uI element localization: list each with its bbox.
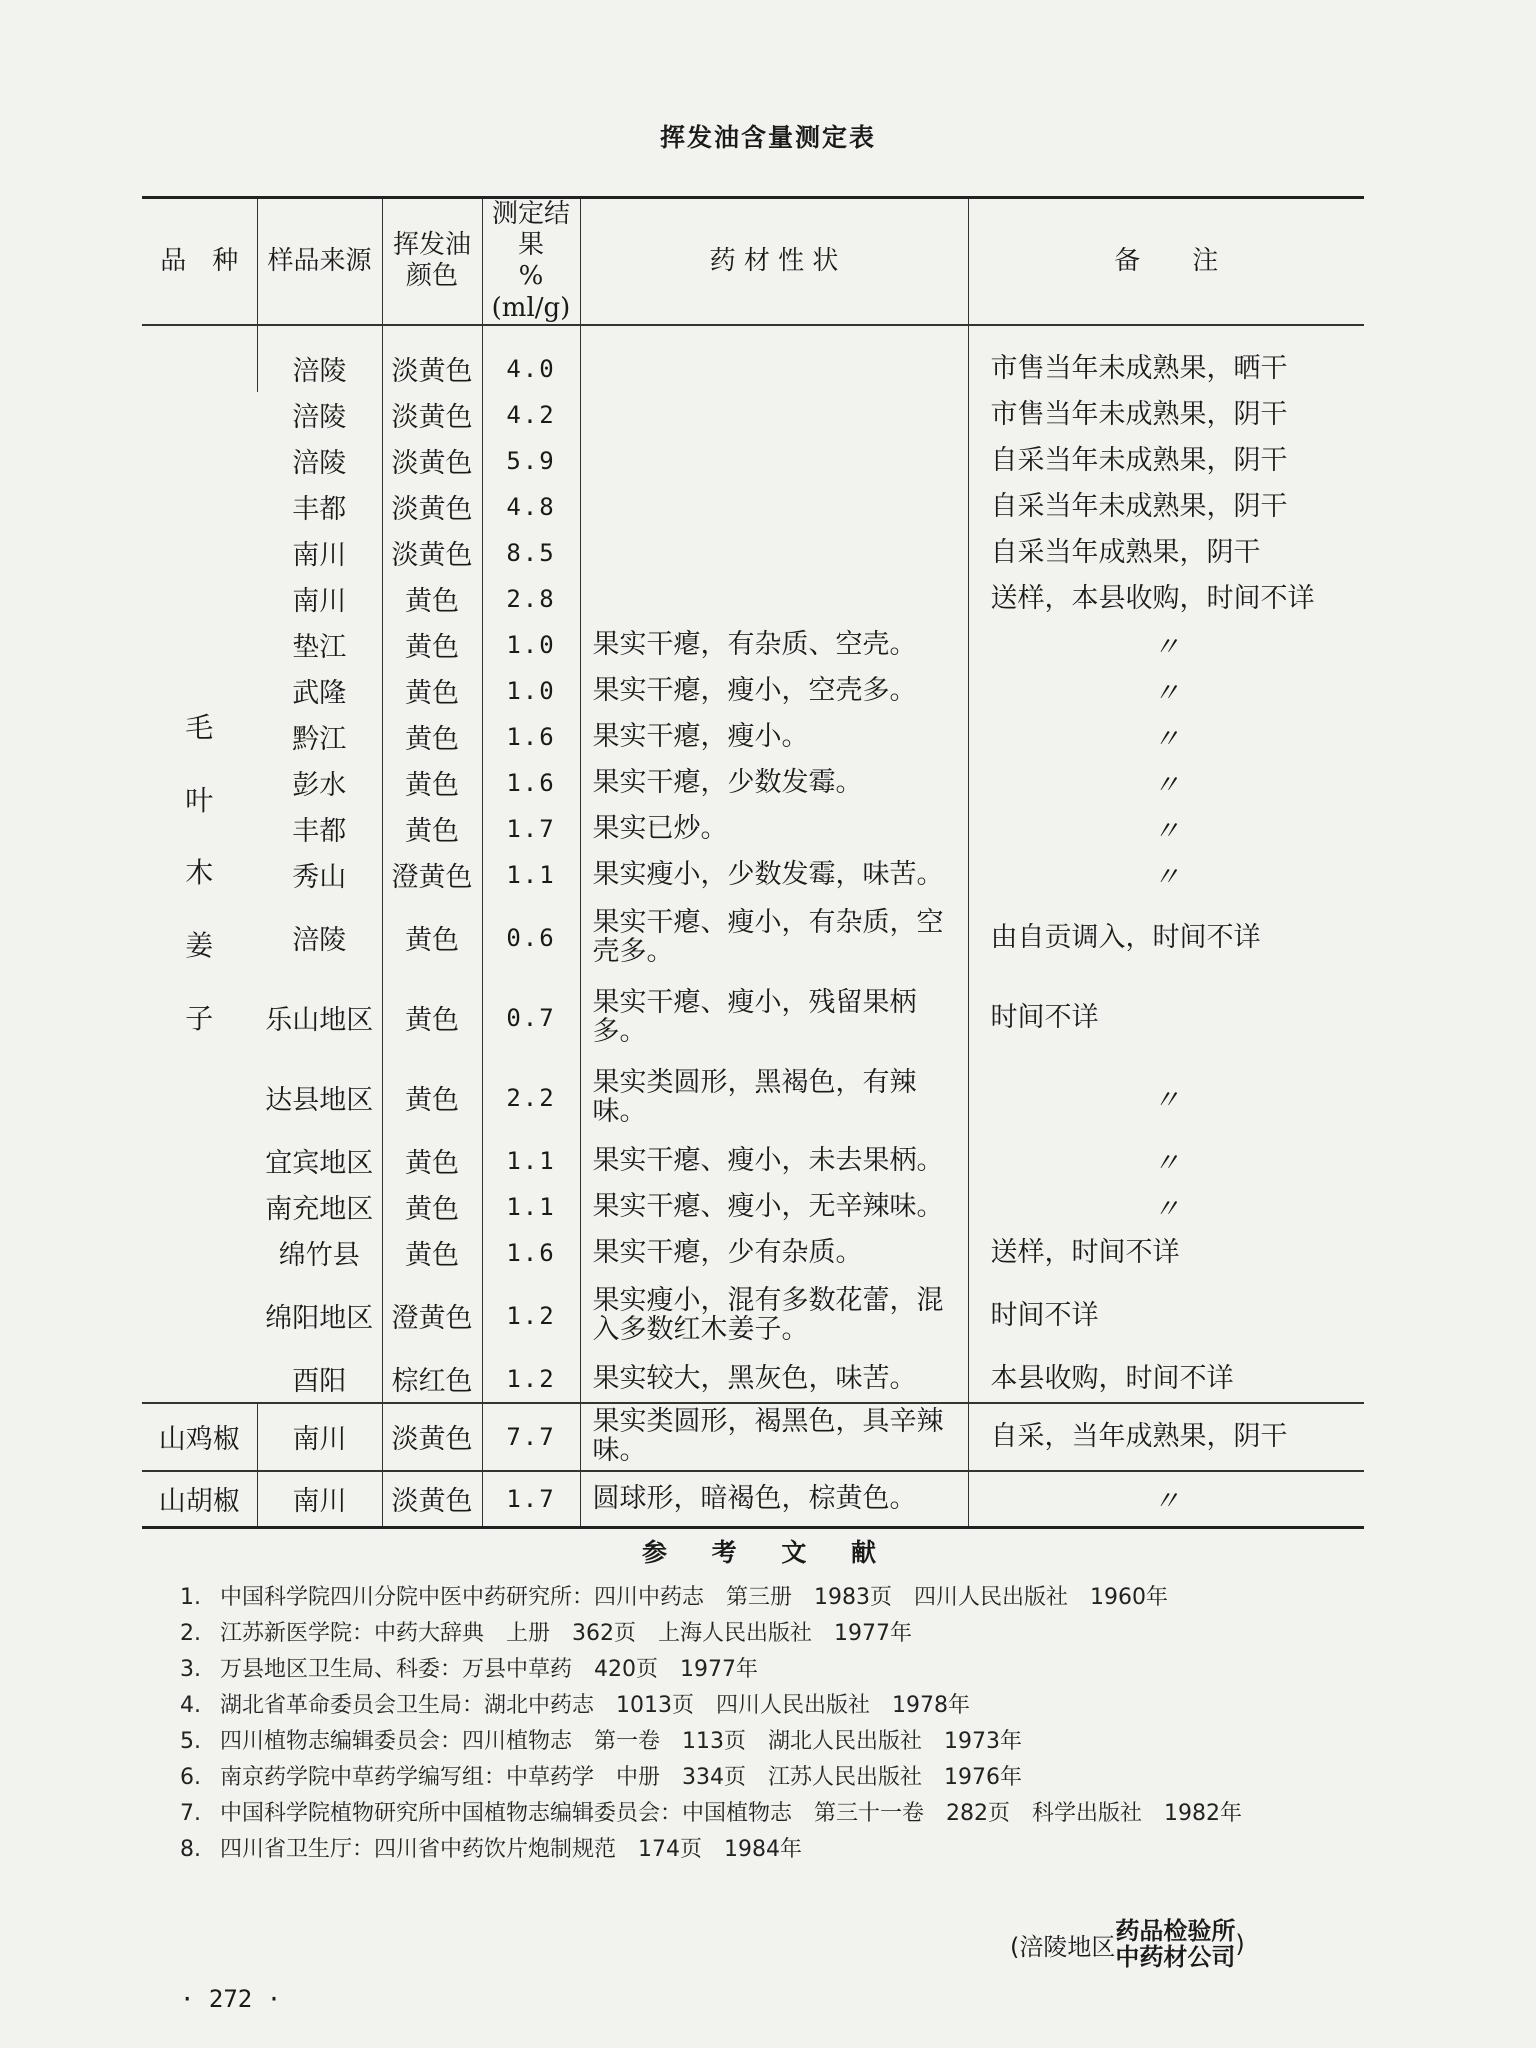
character-cell: 果实类圆形，黑褐色，有辣味。 (580, 1058, 968, 1138)
species-cell: 山胡椒 (142, 1471, 257, 1528)
oil-color-cell: 黄色 (382, 978, 482, 1058)
character-cell: 果实已炒。 (580, 806, 968, 852)
reference-number: 2. (180, 1621, 201, 1646)
note-cell: 自采当年未成熟果，阴干 (968, 484, 1364, 530)
oil-color-cell: 淡黄色 (382, 484, 482, 530)
table-row (142, 1403, 1364, 1471)
oil-color-cell: 淡黄色 (382, 530, 482, 576)
result-cell: 4.8 (482, 484, 580, 530)
result-cell: 2.8 (482, 576, 580, 622)
source-cell: 涪陵 (257, 325, 382, 392)
character-cell (580, 530, 968, 576)
oil-color-cell: 黄色 (382, 668, 482, 714)
table-row (142, 978, 1364, 1058)
table-row (142, 852, 1364, 898)
reference-text: 中国科学院植物研究所中国植物志编辑委员会：中国植物志 第三十一卷 282页 科学出版社 1982年 (220, 1801, 1242, 1826)
note-cell: 市售当年未成熟果，阴干 (968, 392, 1364, 438)
result-cell: 1.0 (482, 668, 580, 714)
oil-color-cell: 黄色 (382, 622, 482, 668)
reference-text: 四川省卫生厅：四川省中药饮片炮制规范 174页 1984年 (220, 1837, 802, 1862)
reference-item (180, 1832, 1380, 1868)
character-cell: 果实干瘪、瘦小，残留果柄多。 (580, 978, 968, 1058)
reference-item (180, 1688, 1380, 1724)
result-cell: 1.6 (482, 760, 580, 806)
source-cell: 黔江 (292, 724, 347, 756)
header-source: 样品来源 (257, 198, 382, 325)
result-cell: 0.7 (482, 978, 580, 1058)
oil-content-table (142, 196, 1364, 1529)
character-cell: 果实干瘪、瘦小，未去果柄。 (580, 1138, 968, 1184)
character-cell (580, 484, 968, 530)
table-row (142, 622, 1364, 668)
oil-color-cell: 淡黄色 (382, 325, 482, 392)
character-cell: 果实干瘪，瘦小。 (580, 714, 968, 760)
author-signature (1010, 1918, 1245, 1970)
reference-item (180, 1724, 1380, 1760)
result-cell: 1.1 (482, 852, 580, 898)
note-cell: 〃 (968, 806, 1364, 852)
table-row (142, 898, 1364, 978)
note-cell: 〃 (968, 1138, 1364, 1184)
result-cell: 1.1 (482, 1184, 580, 1230)
reference-text: 江苏新医学院：中药大辞典 上册 362页 上海人民出版社 1977年 (220, 1621, 912, 1646)
reference-text: 四川植物志编辑委员会：四川植物志 第一卷 113页 湖北人民出版社 1973年 (220, 1729, 1022, 1754)
table-row (142, 1230, 1364, 1276)
character-cell (580, 576, 968, 622)
table-row (142, 530, 1364, 576)
species-cell: 山鸡椒 (142, 1403, 257, 1471)
source-cell: 武隆 (292, 678, 347, 710)
oil-color-cell: 黄色 (382, 1058, 482, 1138)
result-cell: 5.9 (482, 438, 580, 484)
table-row (142, 806, 1364, 852)
reference-text: 南京药学院中草药学编写组：中草药学 中册 334页 江苏人民出版社 1976年 (220, 1765, 1022, 1790)
reference-item (180, 1796, 1380, 1832)
table-row (142, 1276, 1364, 1356)
character-cell (580, 325, 968, 392)
oil-color-cell: 澄黄色 (382, 1276, 482, 1356)
oil-color-cell: 淡黄色 (382, 1471, 482, 1528)
result-cell: 1.2 (482, 1276, 580, 1356)
oil-color-cell: 黄色 (382, 576, 482, 622)
source-cell: 彭水 (292, 770, 347, 802)
source-cell: 垫江 (292, 632, 347, 664)
note-cell: 本县收购，时间不详 (968, 1356, 1364, 1403)
reference-number: 4. (180, 1693, 201, 1718)
reference-number: 7. (180, 1801, 201, 1826)
table-row (142, 1471, 1364, 1528)
source-cell: 南川 (292, 586, 347, 618)
reference-number: 1. (180, 1585, 201, 1610)
source-cell: 达县地区 (265, 1085, 374, 1117)
signature-line1: 药品检验所 (1115, 1917, 1236, 1945)
table-row (142, 325, 1364, 392)
result-cell: 4.2 (482, 392, 580, 438)
page-number: · 272 · (180, 1985, 282, 2013)
oil-color-cell: 澄黄色 (382, 852, 482, 898)
source-cell: 丰都 (292, 494, 347, 526)
oil-color-cell: 淡黄色 (382, 392, 482, 438)
reference-number: 3. (180, 1657, 201, 1682)
source-cell: 涪陵 (292, 925, 347, 957)
character-cell: 果实瘦小，混有多数花蕾，混入多数红木姜子。 (580, 1276, 968, 1356)
character-cell: 果实干瘪、瘦小，无辛辣味。 (580, 1184, 968, 1230)
reference-item (180, 1580, 1380, 1616)
note-cell: 〃 (968, 714, 1364, 760)
table-row (142, 392, 1364, 438)
header-result: 测定结果 %(ml/g) (482, 198, 580, 325)
note-cell: 送样，本县收购，时间不详 (968, 576, 1364, 622)
table-row (142, 668, 1364, 714)
note-cell: 自采，当年成熟果，阴干 (968, 1403, 1364, 1471)
species-cell (142, 325, 257, 1403)
note-cell: 〃 (968, 1471, 1364, 1528)
oil-color-cell: 淡黄色 (382, 1403, 482, 1471)
note-cell: 自采当年未成熟果，阴干 (968, 438, 1364, 484)
table-header-row (142, 198, 1364, 325)
note-cell: 〃 (968, 622, 1364, 668)
character-cell: 果实类圆形，褐黑色，具辛辣味。 (580, 1403, 968, 1471)
reference-number: 8. (180, 1837, 201, 1862)
table-row (142, 576, 1364, 622)
result-cell: 4.0 (482, 325, 580, 392)
table-row (142, 1138, 1364, 1184)
character-cell: 果实瘦小，少数发霉，味苦。 (580, 852, 968, 898)
result-cell: 1.7 (482, 1471, 580, 1528)
table-title: 挥发油含量测定表 (659, 123, 876, 152)
character-cell: 果实干瘪、瘦小，有杂质，空壳多。 (580, 898, 968, 978)
source-cell: 酉阳 (292, 1366, 347, 1398)
character-cell: 果实干瘪，少有杂质。 (580, 1230, 968, 1276)
signature-prefix: (涪陵地区 (1010, 1932, 1116, 1961)
source-cell: 涪陵 (292, 448, 347, 480)
source-cell: 绵阳地区 (265, 1303, 374, 1335)
note-cell: 〃 (968, 1184, 1364, 1230)
source-cell: 南川 (292, 540, 347, 572)
reference-text: 湖北省革命委员会卫生局：湖北中药志 1013页 四川人民出版社 1978年 (220, 1693, 970, 1718)
reference-item (180, 1760, 1380, 1796)
references-title: 参 考 文 献 (641, 1538, 895, 1567)
character-cell: 果实干瘪，瘦小，空壳多。 (580, 668, 968, 714)
oil-color-cell: 黄色 (382, 898, 482, 978)
source-cell: 南川 (257, 1403, 382, 1471)
table-row (142, 1356, 1364, 1403)
result-cell: 1.6 (482, 714, 580, 760)
note-cell: 时间不详 (968, 1276, 1364, 1356)
result-cell: 1.0 (482, 622, 580, 668)
result-cell: 1.1 (482, 1138, 580, 1184)
note-cell: 自采当年成熟果，阴干 (968, 530, 1364, 576)
note-cell: 〃 (968, 1058, 1364, 1138)
reference-text: 中国科学院四川分院中医中药研究所：四川中药志 第三册 1983页 四川人民出版社 1960年 (220, 1585, 1168, 1610)
note-cell: 市售当年未成熟果，晒干 (968, 325, 1364, 392)
reference-number: 5. (180, 1729, 201, 1754)
note-cell: 由自贡调入，时间不详 (968, 898, 1364, 978)
character-cell: 圆球形，暗褐色，棕黄色。 (580, 1471, 968, 1528)
reference-item (180, 1652, 1380, 1688)
signature-suffix: ) (1235, 1930, 1245, 1958)
reference-text: 万县地区卫生局、科委：万县中草药 420页 1977年 (220, 1657, 758, 1682)
table-row (142, 714, 1364, 760)
source-cell: 乐山地区 (265, 1005, 374, 1037)
source-cell: 绵竹县 (278, 1240, 360, 1272)
source-cell: 涪陵 (292, 402, 347, 434)
oil-color-cell: 棕红色 (382, 1356, 482, 1403)
result-cell: 0.6 (482, 898, 580, 978)
oil-color-cell: 淡黄色 (382, 438, 482, 484)
table-row (142, 438, 1364, 484)
header-note: 备 注 (968, 198, 1364, 325)
source-cell: 南充地区 (265, 1194, 374, 1226)
table-row (142, 484, 1364, 530)
note-cell: 〃 (968, 760, 1364, 806)
table-row (142, 760, 1364, 806)
character-cell (580, 438, 968, 484)
oil-color-cell: 黄色 (382, 1138, 482, 1184)
header-species: 品 种 (160, 245, 239, 276)
note-cell: 时间不详 (968, 978, 1364, 1058)
note-cell: 送样，时间不详 (968, 1230, 1364, 1276)
header-character: 药 材 性 状 (580, 198, 968, 325)
reference-item (180, 1616, 1380, 1652)
species-name: 毛叶木姜子 (185, 710, 214, 1035)
character-cell: 果实干瘪，有杂质、空壳。 (580, 622, 968, 668)
character-cell: 果实干瘪，少数发霉。 (580, 760, 968, 806)
note-cell: 〃 (968, 668, 1364, 714)
oil-color-cell: 黄色 (382, 760, 482, 806)
reference-list (180, 1580, 1380, 1868)
source-cell: 宜宾地区 (265, 1148, 374, 1180)
oil-color-cell: 黄色 (382, 1184, 482, 1230)
result-cell: 8.5 (482, 530, 580, 576)
table-row (142, 1184, 1364, 1230)
table-row (142, 1058, 1364, 1138)
result-cell: 1.7 (482, 806, 580, 852)
character-cell (580, 392, 968, 438)
result-cell: 2.2 (482, 1058, 580, 1138)
source-cell: 南川 (257, 1471, 382, 1528)
source-cell: 丰都 (292, 816, 347, 848)
header-color: 挥发油 颜色 (382, 198, 482, 325)
source-cell: 秀山 (292, 862, 347, 894)
reference-number: 6. (180, 1765, 201, 1790)
result-cell: 1.2 (482, 1356, 580, 1403)
oil-color-cell: 黄色 (382, 806, 482, 852)
note-cell: 〃 (968, 852, 1364, 898)
signature-line2: 中药材公司 (1115, 1943, 1236, 1971)
result-cell: 7.7 (482, 1403, 580, 1471)
character-cell: 果实较大，黑灰色，味苦。 (580, 1356, 968, 1403)
oil-color-cell: 黄色 (382, 714, 482, 760)
result-cell: 1.6 (482, 1230, 580, 1276)
oil-color-cell: 黄色 (382, 1230, 482, 1276)
